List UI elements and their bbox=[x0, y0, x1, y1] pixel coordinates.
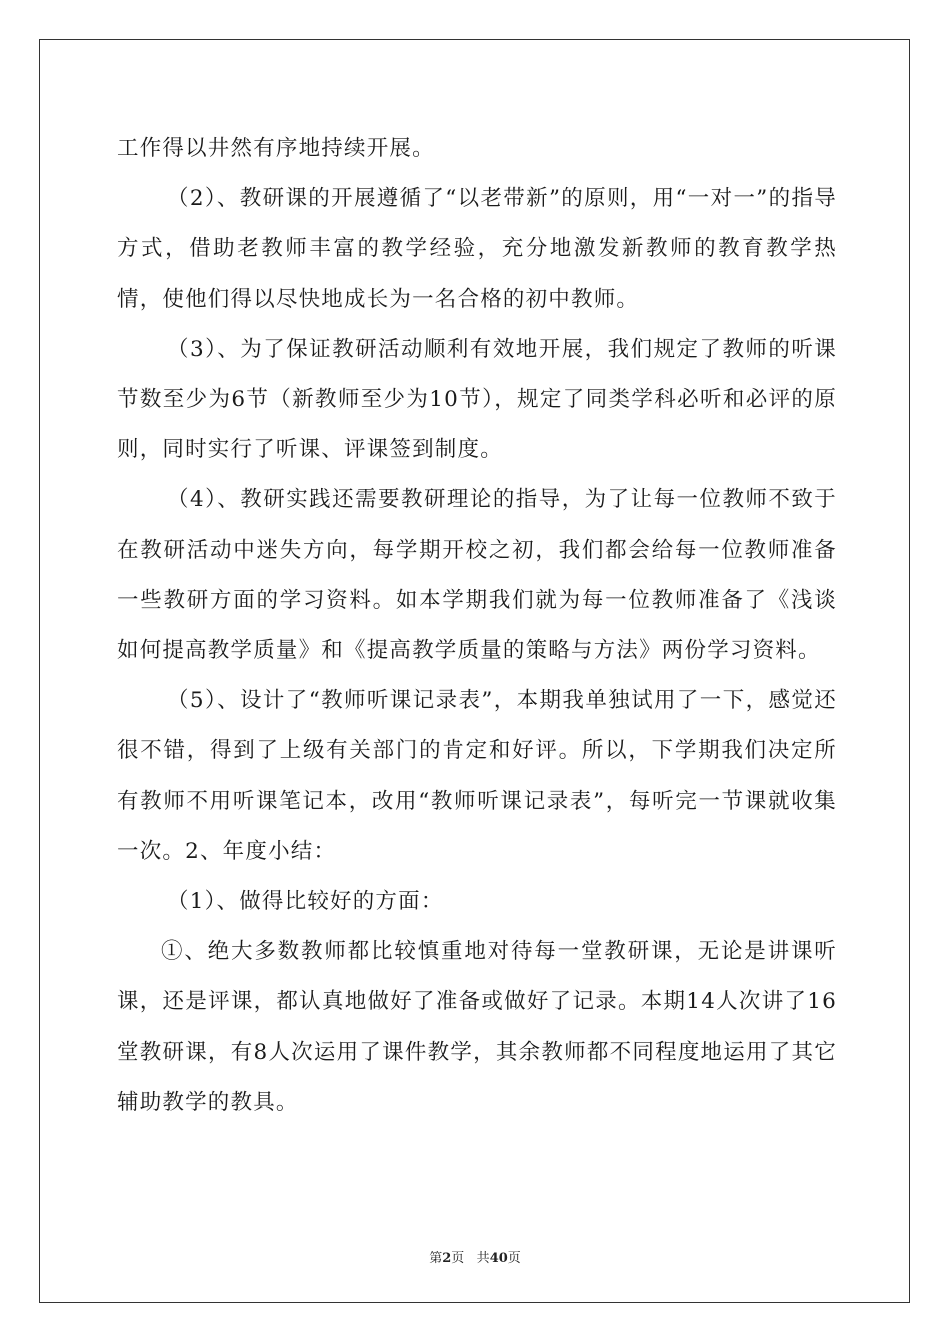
paragraph-subheading-1: （1）、做得比较好的方面： bbox=[167, 889, 444, 915]
page-number: 2 bbox=[442, 1251, 452, 1266]
total-pages: 40 bbox=[489, 1251, 508, 1266]
page-label-suffix: 页 bbox=[451, 1251, 465, 1266]
paragraph-item-4: （4）、教研实践还需要教研理论的指导，为了让每一位教师不致于在教研活动中迷失方向，每学期开校之初，我们都会给每一位教师准备一些教研方面的学习资料。如本学期我们就为每一位教师准备了《浅谈如何提高教学质量》和《提高教学质量的策略与方法》两份学习资料。 bbox=[117, 487, 837, 664]
paragraph-continuation: 工作得以井然有序地持续开展。 bbox=[117, 136, 435, 161]
document-body bbox=[117, 124, 837, 1128]
total-label-prefix: 共 bbox=[476, 1251, 490, 1266]
total-label-suffix: 页 bbox=[507, 1251, 521, 1266]
page-label-prefix: 第 bbox=[429, 1251, 443, 1266]
paragraph-item-2: （2）、教研课的开展遵循了“以老带新”的原则，用“一对一”的指导方式，借助老教师丰富的教学经验，充分地激发新教师的教育教学热情，使他们得以尽快地成长为一名合格的初中教师。 bbox=[117, 186, 837, 312]
paragraph-item-3: （3）、为了保证教研活动顺利有效地开展，我们规定了教师的听课节数至少为6节（新教师至少为10节），规定了同类学科必听和必评的原则，同时实行了听课、评课签到制度。 bbox=[117, 336, 837, 463]
paragraph-point-1: ①、绝大多数教师都比较慎重地对待每一堂教研课，无论是讲课听课，还是评课，都认真地做好了准备或做好了记录。本期14人次讲了16堂教研课，有8人次运用了课件教学，其余教师都不同程度地运用了其它辅助教学的教具。 bbox=[117, 939, 837, 1115]
paragraph-item-5: （5）、设计了“教师听课记录表”，本期我单独试用了一下，感觉还很不错，得到了上级有关部门的肯定和好评。所以，下学期我们决定所有教师不用听课笔记本，改用“教师听课记录表”，每听完一节课就收集一次。2、年度小结： bbox=[117, 688, 837, 864]
page-footer bbox=[0, 1247, 950, 1266]
